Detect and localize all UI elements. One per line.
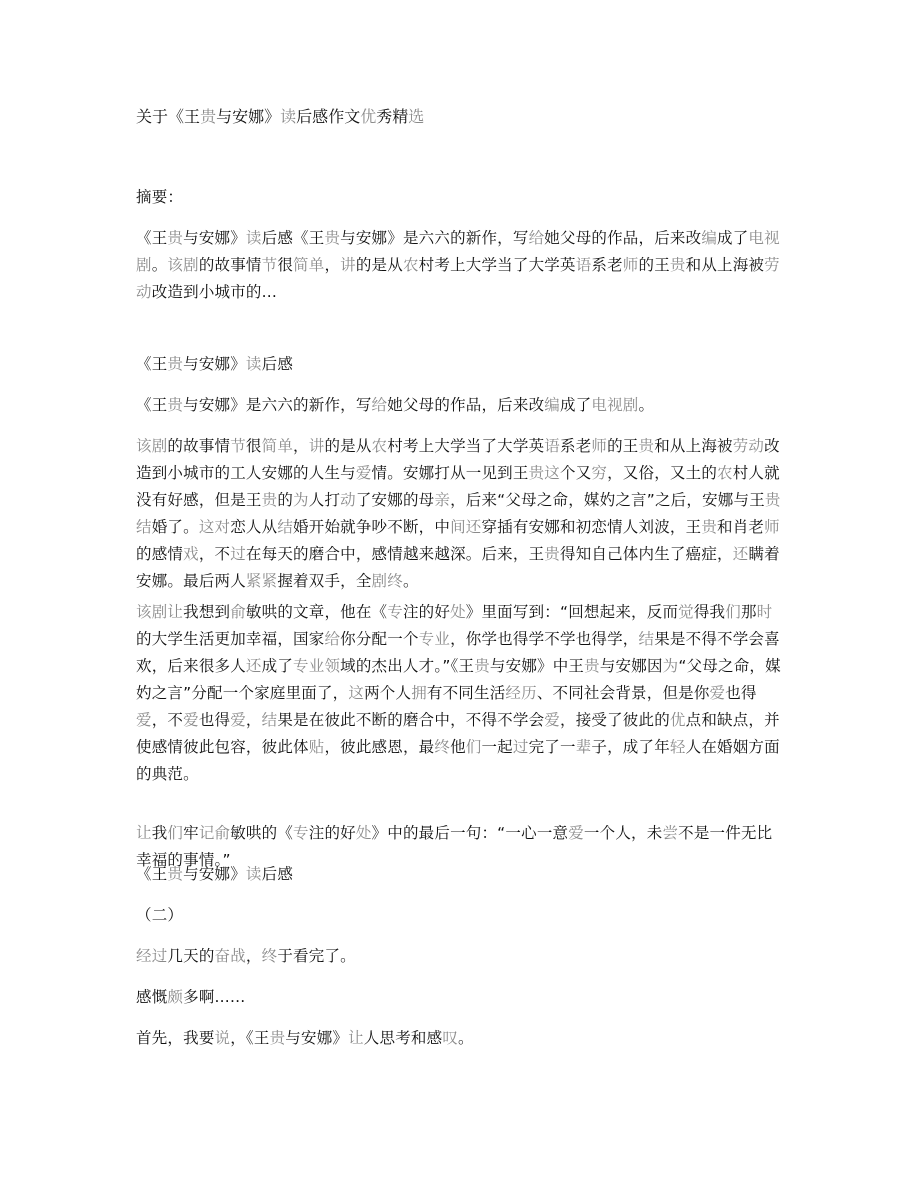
paragraph: 《王贵与安娜》是六六的新作，写给她父母的作品，后来改编成了电视剧。 (136, 396, 655, 414)
paragraph: 经过几天的奋战，终于看完了。 (136, 947, 356, 965)
paragraph: 该剧的故事情节很简单，讲的是从农村考上大学当了大学英语系老师的王贵和从上海被劳动改造到小城市的工人安娜的人生与爱情。安娜打从一见到王贵这个又穷，又俗，又土的农村人就没有好感，但是王贵的为人打动了安娜的母亲，后来“父母之命，媒妁之言”之后，安娜与王贵结婚了。这对恋人从结婚开始就争吵不断，中间还穿插有安娜和初恋情人刘波，王贵和肖老师的感情戏，不过在每天的磨合中，感情越来越深。后来，王贵得知自己体内生了癌症，还瞒着安娜。最后两人紧紧握着双手，全剧终。 (136, 437, 781, 590)
section1-heading: 《王贵与安娜》读后感 (136, 355, 294, 373)
abstract-text: 《王贵与安娜》读后感《王贵与安娜》是六六的新作，写给她父母的作品，后来改编成了电视剧。该剧的故事情节很简单，讲的是从农村考上大学当了大学英语系老师的王贵和从上海被劳动改造到小城市的... (136, 229, 780, 301)
paragraph: 让我们牢记俞敏哄的《专注的好处》中的最后一句：“一心一意爱一个人，未尝不是一件无比幸福的事情。” (136, 824, 773, 869)
paragraph: 感慨颇多啊...... (136, 988, 246, 1006)
paragraph: 该剧让我想到俞敏哄的文章，他在《专注的好处》里面写到：“回想起来，反而觉得我们那时的大学生活更加幸福，国家给你分配一个专业，你学也得学不学也得学，结果是不得不学会喜欢，后来很多人还成了专业领域的杰出人才。”《王贵与安娜》中王贵与安娜因为“父母之命，媒妁之言”分配一个家庭里面了，这两个人拥有不同生活经历、不同社会背景，但是你爱也得爱，不爱也得爱，结果是在彼此不断的磨合中，不得不学会爱，接受了彼此的优点和缺点，并使感情彼此包容，彼此体贴，彼此感恩，最终他们一起过完了一辈子，成了年轻人在婚姻方面的典范。 (136, 603, 781, 783)
document-title: 关于《王贵与安娜》读后感作文优秀精选 (136, 107, 425, 126)
section2-number: （二） (136, 906, 184, 924)
section2-heading: 《王贵与安娜》读后感 (136, 865, 294, 883)
abstract-label: 摘要： (136, 188, 184, 206)
paragraph: 首先，我要说，《王贵与安娜》让人思考和感叹。 (136, 1029, 474, 1047)
